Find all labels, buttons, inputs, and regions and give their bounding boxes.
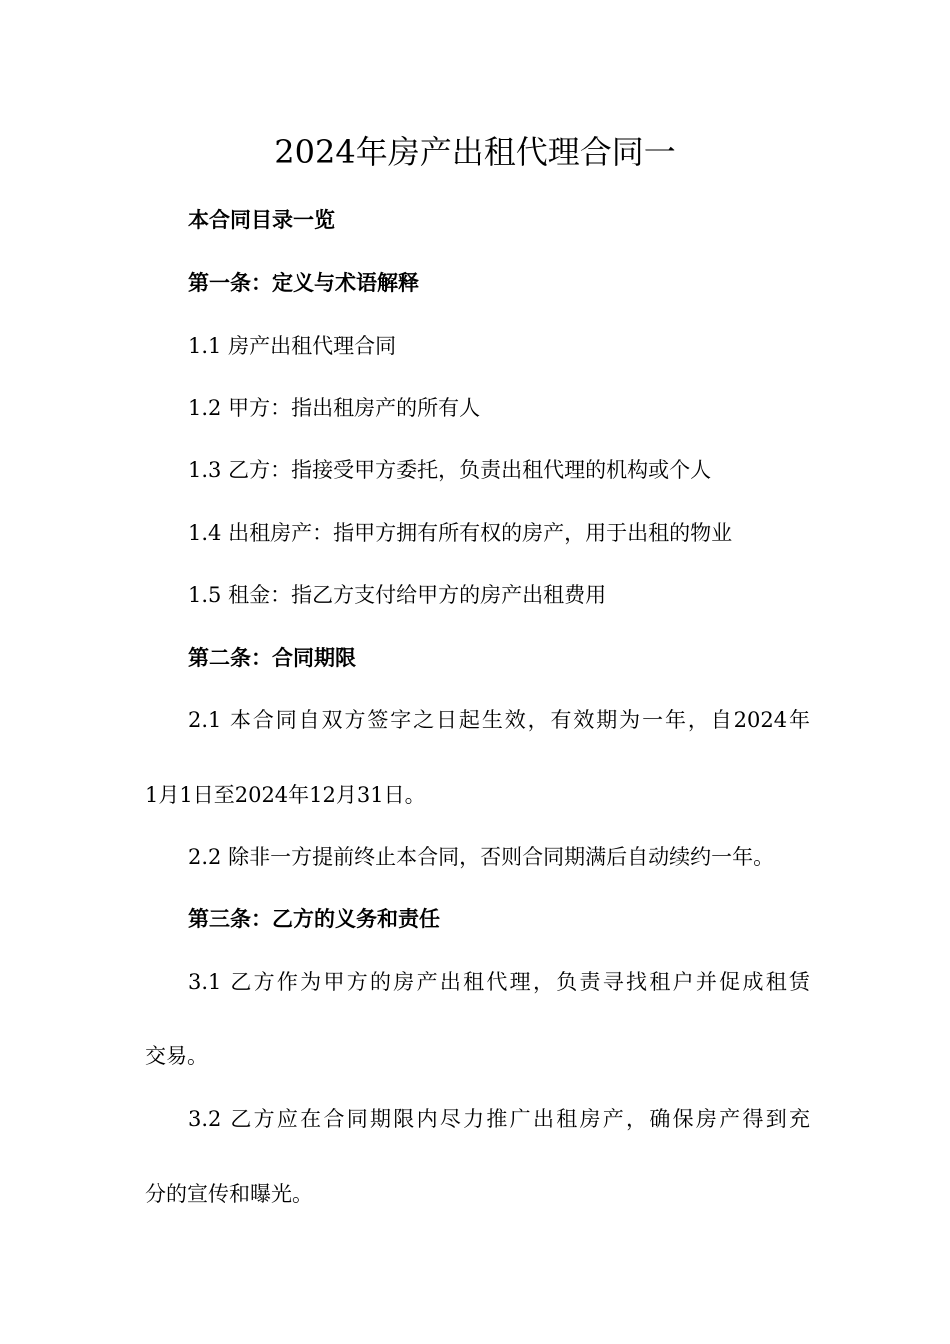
section-2-item-1-line-1: 2.1 本合同自双方签字之日起生效，有效期为一年，自2024年 xyxy=(188,708,810,732)
section-3-item-1-line-2: 交易。 xyxy=(145,1044,208,1068)
section-3-item-2-line-2: 分的宣传和曝光。 xyxy=(145,1182,313,1206)
section-2-item-1-line-2: 1月1日至2024年12月31日。 xyxy=(145,783,426,807)
section-1-item-2: 1.2 甲方：指出租房产的所有人 xyxy=(188,396,481,420)
section-3-item-1-line-1: 3.1 乙方作为甲方的房产出租代理，负责寻找租户并促成租赁 xyxy=(188,970,810,994)
section-1-item-5: 1.5 租金：指乙方支付给甲方的房产出租费用 xyxy=(188,583,607,607)
section-1-item-1: 1.1 房产出租代理合同 xyxy=(188,334,397,358)
section-1-item-3: 1.3 乙方：指接受甲方委托，负责出租代理的机构或个人 xyxy=(188,458,712,482)
section-2-heading: 第二条：合同期限 xyxy=(188,646,356,670)
section-2-item-2: 2.2 除非一方提前终止本合同，否则合同期满后自动续约一年。 xyxy=(188,845,775,869)
section-3-item-2-line-1: 3.2 乙方应在合同期限内尽力推广出租房产，确保房产得到充 xyxy=(188,1107,810,1131)
toc-heading: 本合同目录一览 xyxy=(188,208,335,232)
section-1-item-4: 1.4 出租房产：指甲方拥有所有权的房产，用于出租的物业 xyxy=(188,521,733,545)
section-1-heading: 第一条：定义与术语解释 xyxy=(188,271,419,295)
section-3-heading: 第三条：乙方的义务和责任 xyxy=(188,907,440,931)
document-title: 2024年房产出租代理合同一 xyxy=(274,133,676,171)
